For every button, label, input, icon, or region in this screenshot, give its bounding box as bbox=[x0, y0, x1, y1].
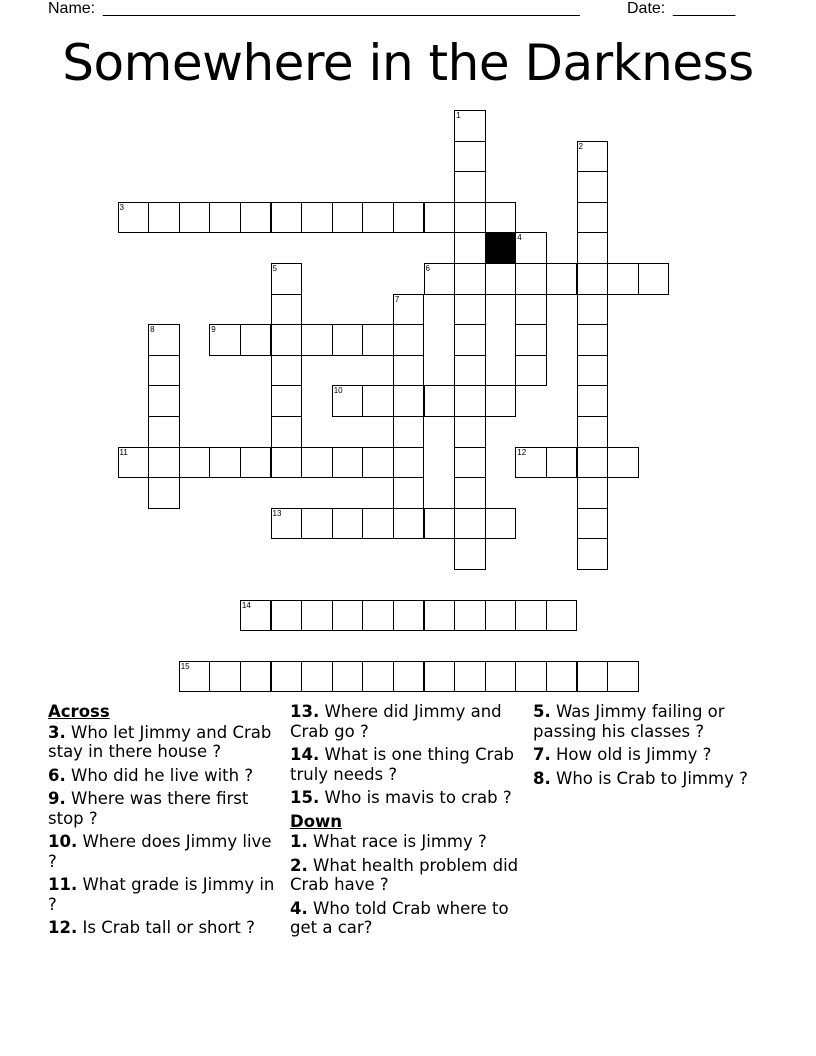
grid-cell[interactable] bbox=[454, 508, 486, 540]
clue-text: What race is Jimmy ? bbox=[313, 832, 487, 851]
clue-text: What grade is Jimmy in ? bbox=[48, 875, 275, 914]
cell-number: 6 bbox=[425, 264, 430, 273]
grid-cell[interactable] bbox=[454, 110, 486, 142]
grid-cell[interactable] bbox=[485, 263, 517, 295]
grid-cell[interactable] bbox=[577, 141, 609, 173]
grid-cell[interactable] bbox=[424, 263, 456, 295]
clue-text: Who told Crab where to get a car? bbox=[290, 898, 509, 937]
grid-cell[interactable] bbox=[209, 661, 241, 693]
clue-down-2 bbox=[290, 856, 526, 895]
grid-cell[interactable] bbox=[240, 447, 272, 479]
grid-cell[interactable] bbox=[485, 508, 517, 540]
grid-cell[interactable] bbox=[454, 477, 486, 509]
clues-column-3 bbox=[533, 702, 769, 792]
grid-cell[interactable] bbox=[271, 294, 303, 326]
clue-number: 4. bbox=[290, 898, 308, 918]
cell-number: 10 bbox=[333, 386, 343, 396]
clue-across-12 bbox=[48, 918, 284, 938]
clue-number: 8. bbox=[533, 768, 551, 788]
clue-across-14 bbox=[290, 745, 526, 784]
cell-number: 7 bbox=[394, 294, 400, 304]
clue-text: How old is Jimmy ? bbox=[556, 745, 712, 764]
clue-number: 6. bbox=[48, 765, 66, 785]
grid-cell[interactable] bbox=[424, 661, 456, 693]
grid-cell[interactable] bbox=[546, 600, 578, 632]
clue-text: Is Crab tall or short ? bbox=[82, 918, 255, 937]
grid-cell[interactable] bbox=[454, 263, 486, 295]
clue-down-4 bbox=[290, 899, 526, 938]
clue-number: 3. bbox=[48, 722, 66, 742]
grid-cell[interactable] bbox=[148, 385, 180, 417]
grid-cell[interactable] bbox=[393, 447, 425, 479]
grid-cell[interactable] bbox=[209, 324, 241, 356]
grid-cell[interactable] bbox=[454, 355, 486, 387]
grid-cell[interactable] bbox=[332, 600, 364, 632]
grid-cell[interactable] bbox=[454, 324, 486, 356]
clue-across-9 bbox=[48, 789, 284, 828]
grid-cell[interactable] bbox=[638, 263, 670, 295]
clue-text: Who is Crab to Jimmy ? bbox=[556, 768, 748, 788]
clue-number: 14. bbox=[290, 745, 320, 764]
grid-cell[interactable] bbox=[454, 232, 486, 264]
date-blank[interactable]: _______ bbox=[673, 0, 736, 17]
grid-cell[interactable] bbox=[148, 324, 180, 356]
grid-cell[interactable] bbox=[301, 508, 333, 540]
clue-number: 15. bbox=[290, 788, 320, 807]
cell-number: 12 bbox=[517, 447, 527, 457]
clue-number: 10. bbox=[48, 832, 78, 851]
grid-cell[interactable] bbox=[118, 202, 150, 234]
grid-cell[interactable] bbox=[577, 232, 609, 264]
grid-cell[interactable] bbox=[332, 661, 364, 693]
grid-cell[interactable] bbox=[393, 355, 425, 387]
grid-cell[interactable] bbox=[454, 171, 486, 203]
grid-cell[interactable] bbox=[424, 202, 456, 234]
grid-cell[interactable] bbox=[546, 447, 578, 479]
clue-across-10 bbox=[48, 832, 284, 871]
grid-cell[interactable] bbox=[454, 447, 486, 479]
grid-cell[interactable] bbox=[179, 661, 211, 693]
grid-cell[interactable] bbox=[271, 355, 303, 387]
grid-cell[interactable] bbox=[118, 447, 150, 479]
cell-number: 9 bbox=[211, 325, 216, 335]
grid-cell[interactable] bbox=[515, 294, 547, 326]
name-blank[interactable]: _____________________________________________________ bbox=[103, 0, 580, 17]
grid-cell[interactable] bbox=[393, 508, 425, 540]
grid-cell[interactable] bbox=[332, 508, 364, 540]
grid-cell[interactable] bbox=[393, 600, 425, 632]
clue-text: Who did he live with ? bbox=[71, 765, 254, 785]
grid-cell[interactable] bbox=[515, 232, 547, 264]
clue-number: 1. bbox=[290, 832, 308, 851]
clue-number: 7. bbox=[533, 745, 551, 764]
name-label: Name: bbox=[48, 0, 96, 17]
date-label: Date: bbox=[627, 0, 666, 17]
clue-number: 11. bbox=[48, 875, 78, 894]
clue-down-5 bbox=[533, 702, 769, 741]
grid-cell[interactable] bbox=[577, 538, 609, 570]
grid-cell[interactable] bbox=[148, 202, 180, 234]
grid-cell[interactable] bbox=[393, 661, 425, 693]
grid-cell[interactable] bbox=[179, 202, 211, 234]
clue-across-13 bbox=[290, 702, 526, 741]
cell-number: 2 bbox=[578, 141, 583, 151]
clue-text: Where does Jimmy live ? bbox=[48, 832, 272, 871]
puzzle-title: Somewhere in the Darkness bbox=[62, 34, 754, 92]
cell-number: 11 bbox=[119, 447, 128, 457]
grid-cell[interactable] bbox=[362, 600, 394, 632]
grid-cell[interactable] bbox=[362, 447, 394, 479]
grid-cell[interactable] bbox=[271, 661, 303, 693]
grid-cell[interactable] bbox=[515, 661, 547, 693]
grid-cell[interactable] bbox=[577, 661, 609, 693]
grid-cell[interactable] bbox=[485, 385, 517, 417]
grid-cell[interactable] bbox=[393, 477, 425, 509]
clue-down-8 bbox=[533, 769, 769, 789]
cell-number: 13 bbox=[272, 508, 282, 518]
grid-cell[interactable] bbox=[332, 202, 364, 234]
grid-cell[interactable] bbox=[577, 416, 609, 448]
grid-cell[interactable] bbox=[485, 600, 517, 632]
grid-cell[interactable] bbox=[577, 263, 609, 295]
grid-cell[interactable] bbox=[454, 416, 486, 448]
grid-cell[interactable] bbox=[240, 661, 272, 693]
grid-cell[interactable] bbox=[607, 447, 639, 479]
down-heading: Down bbox=[290, 811, 343, 831]
grid-cell[interactable] bbox=[424, 508, 456, 540]
grid-cell[interactable] bbox=[546, 661, 578, 693]
cell-number: 15 bbox=[180, 661, 190, 671]
clue-across-6 bbox=[48, 766, 284, 786]
across-heading: Across bbox=[48, 702, 110, 721]
grid-cell[interactable] bbox=[332, 385, 364, 417]
grid-cell[interactable] bbox=[577, 355, 609, 387]
grid-cell[interactable] bbox=[271, 416, 303, 448]
clue-text: What is one thing Crab truly needs ? bbox=[290, 745, 515, 784]
grid-cell[interactable] bbox=[577, 202, 609, 234]
grid-cell[interactable] bbox=[393, 324, 425, 356]
grid-cell[interactable] bbox=[240, 600, 272, 632]
grid-cell[interactable] bbox=[271, 600, 303, 632]
clue-down-1 bbox=[290, 832, 526, 852]
grid-cell[interactable] bbox=[424, 385, 456, 417]
grid-cell[interactable] bbox=[515, 263, 547, 295]
grid-cell[interactable] bbox=[332, 324, 364, 356]
cell-number: 1 bbox=[456, 111, 461, 120]
grid-cell[interactable] bbox=[240, 202, 272, 234]
grid-cell[interactable] bbox=[271, 263, 303, 295]
grid-cell[interactable] bbox=[454, 202, 486, 234]
grid-cell[interactable] bbox=[271, 385, 303, 417]
cell-number: 14 bbox=[241, 600, 251, 610]
grid-cell[interactable] bbox=[271, 447, 303, 479]
grid-cell[interactable] bbox=[577, 385, 609, 417]
grid-cell[interactable] bbox=[577, 447, 609, 479]
grid-cell[interactable] bbox=[577, 508, 609, 540]
clue-number: 12. bbox=[48, 918, 78, 937]
grid-cell[interactable] bbox=[301, 600, 333, 632]
grid-cell[interactable] bbox=[454, 538, 486, 570]
grid-cell[interactable] bbox=[148, 447, 180, 479]
grid-cell[interactable] bbox=[577, 477, 609, 509]
grid-cell[interactable] bbox=[271, 324, 303, 356]
grid-cell[interactable] bbox=[271, 508, 303, 540]
grid-cell[interactable] bbox=[454, 294, 486, 326]
grid-cell[interactable] bbox=[515, 600, 547, 632]
grid-cell[interactable] bbox=[454, 661, 486, 693]
grid-cell[interactable] bbox=[454, 600, 486, 632]
clue-number: 2. bbox=[290, 855, 308, 875]
grid-cell[interactable] bbox=[607, 263, 639, 295]
grid-cell[interactable] bbox=[362, 385, 394, 417]
grid-cell[interactable] bbox=[607, 661, 639, 693]
clues-column-1 bbox=[48, 702, 284, 942]
clues-column-2 bbox=[290, 702, 526, 942]
grid-cell[interactable] bbox=[577, 294, 609, 326]
grid-cell[interactable] bbox=[577, 171, 609, 203]
grid-cell[interactable] bbox=[515, 324, 547, 356]
grid-cell[interactable] bbox=[393, 416, 425, 448]
clue-text: Who let Jimmy and Crab stay in there house ? bbox=[48, 722, 272, 761]
cell-number: 4 bbox=[517, 233, 522, 243]
grid-cell[interactable] bbox=[209, 447, 241, 479]
cell-number: 8 bbox=[150, 325, 155, 335]
grid-cell[interactable] bbox=[454, 141, 486, 173]
grid-cell[interactable] bbox=[301, 324, 333, 356]
clue-number: 13. bbox=[290, 702, 320, 721]
grid-cell[interactable] bbox=[515, 355, 547, 387]
clue-text: What health problem did Crab have ? bbox=[290, 855, 519, 894]
cell-number: 3 bbox=[119, 202, 124, 212]
grid-cell[interactable] bbox=[301, 447, 333, 479]
grid-cell[interactable] bbox=[393, 294, 425, 326]
grid-cell[interactable] bbox=[546, 263, 578, 295]
black-cell bbox=[485, 232, 517, 264]
grid-cell[interactable] bbox=[240, 324, 272, 356]
grid-cell[interactable] bbox=[454, 385, 486, 417]
grid-cell[interactable] bbox=[362, 661, 394, 693]
grid-cell[interactable] bbox=[515, 447, 547, 479]
clue-number: 5. bbox=[533, 702, 551, 721]
grid-cell[interactable] bbox=[148, 355, 180, 387]
clue-across-11 bbox=[48, 875, 284, 914]
clue-across-3 bbox=[48, 723, 284, 762]
grid-cell[interactable] bbox=[148, 416, 180, 448]
grid-cell[interactable] bbox=[393, 202, 425, 234]
clue-text: Where was there first stop ? bbox=[48, 789, 249, 828]
cell-number: 5 bbox=[272, 264, 277, 273]
grid-cell[interactable] bbox=[362, 202, 394, 234]
grid-cell[interactable] bbox=[362, 324, 394, 356]
grid-cell[interactable] bbox=[485, 202, 517, 234]
grid-cell[interactable] bbox=[301, 661, 333, 693]
grid-cell[interactable] bbox=[485, 661, 517, 693]
grid-cell[interactable] bbox=[209, 202, 241, 234]
grid-cell[interactable] bbox=[424, 600, 456, 632]
grid-cell[interactable] bbox=[332, 447, 364, 479]
grid-cell[interactable] bbox=[301, 202, 333, 234]
clue-text: Who is mavis to crab ? bbox=[324, 788, 512, 807]
clue-text: Was Jimmy failing or passing his classes ? bbox=[533, 702, 725, 741]
grid-cell[interactable] bbox=[271, 202, 303, 234]
clue-across-15 bbox=[290, 788, 526, 808]
grid-cell[interactable] bbox=[393, 385, 425, 417]
clue-text: Where did Jimmy and Crab go ? bbox=[290, 702, 502, 741]
clue-number: 9. bbox=[48, 789, 66, 808]
grid-cell[interactable] bbox=[179, 447, 211, 479]
grid-cell[interactable] bbox=[577, 324, 609, 356]
grid-cell[interactable] bbox=[148, 477, 180, 509]
clue-down-7 bbox=[533, 745, 769, 765]
grid-cell[interactable] bbox=[362, 508, 394, 540]
